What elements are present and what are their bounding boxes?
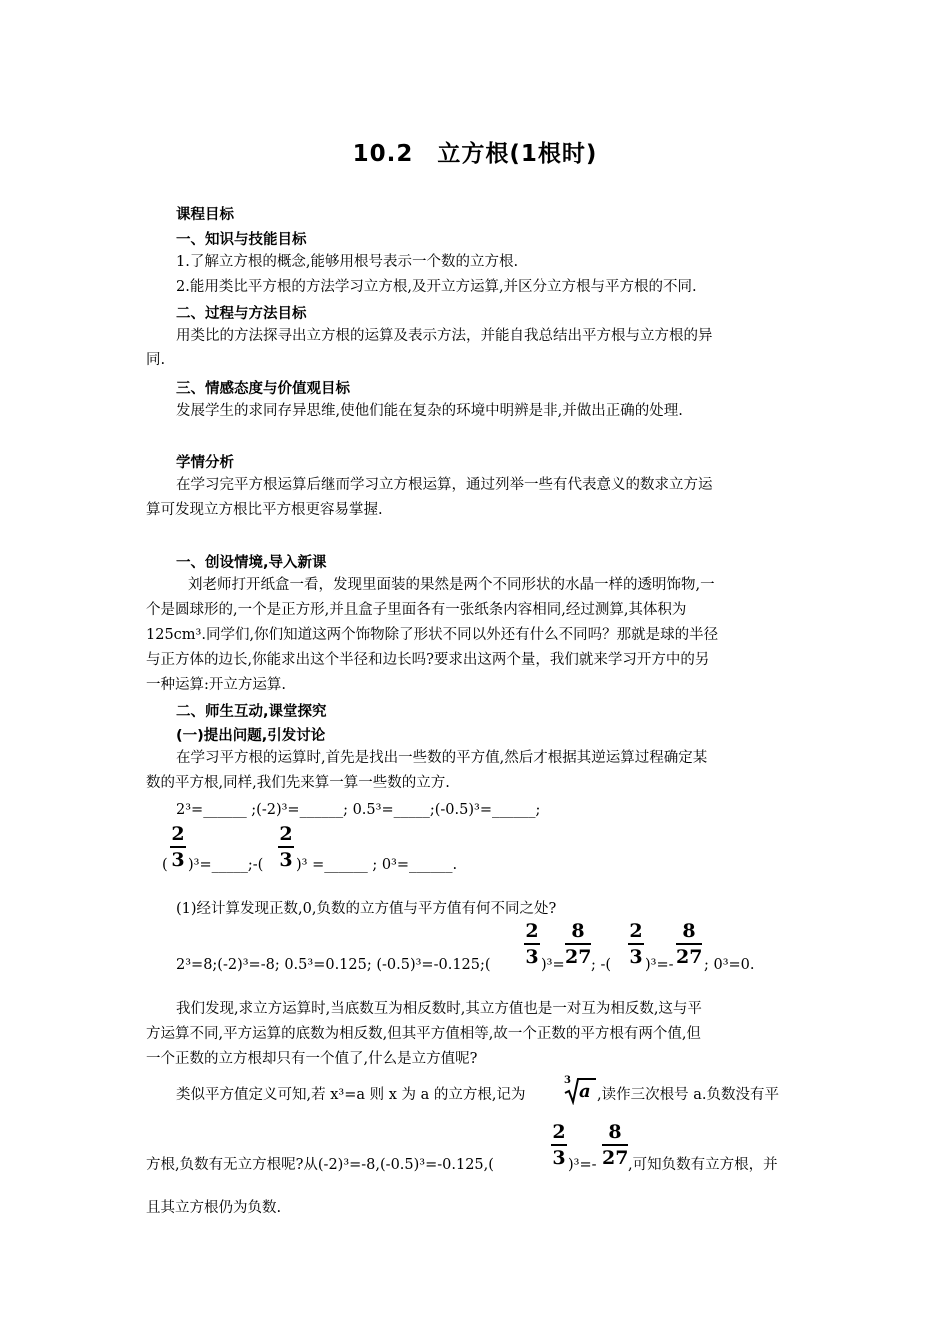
lesson-subheading-questions: (一)提出问题,引发讨论 (176, 728, 326, 744)
discovery-line2: 方运算不同,平方运算的底数为相反数,但其平方值相等,故一个正数的平方根有两个值,但 (146, 1026, 701, 1042)
section-heading-process: 二、过程与方法目标 (176, 306, 307, 322)
fraction-two-thirds: 2 3 (629, 920, 643, 968)
answers-part-e: ; 0³=0. (704, 957, 755, 973)
process-text-line1: 用类比的方法探寻出立方根的运算及表示方法，并能自我总结出平方根与立方根的异 (176, 328, 713, 344)
page-title: 10.2 立方根(1根时) (352, 141, 598, 167)
exercise-line2-end: )³ =______ ; 0³=______. (296, 857, 458, 873)
objective-item-1: 1.了解立方根的概念,能够用根号表示一个数的立方根. (176, 254, 519, 270)
analysis-heading: 学情分析 (176, 455, 234, 471)
negative-root-line2: 且其立方根仍为负数. (146, 1200, 282, 1216)
answers-part-d: )³=- (645, 957, 674, 973)
objective-item-2: 2.能用类比平方根的方法学习立方根,及开立方运算,并区分立方根与平方根的不同. (176, 279, 697, 295)
discovery-line1: 我们发现,求立方运算时,当底数互为相反数时,其立方值也是一对互为相反数,这与平 (176, 1001, 702, 1017)
exercise-open-paren: ( (162, 857, 168, 873)
scenario-line1: 刘老师打开纸盒一看，发现里面装的果然是两个不同形状的水晶一样的透明饰物,一 (188, 577, 715, 593)
cube-root-symbol: 3 a (563, 1075, 597, 1105)
exercise-line2-middle: )³=_____;-( (188, 857, 264, 873)
scenario-line5: 一种运算:开立方运算. (146, 677, 286, 693)
section-heading-attitude: 三、情感态度与价值观目标 (176, 381, 350, 397)
scenario-line4: 与正方体的边长,你能求出这个半径和边长吗?要求出这两个量，我们就来学习开方中的另 (146, 652, 710, 668)
lesson-part1-heading: 一、创设情境,导入新课 (176, 555, 327, 571)
fraction-two-thirds: 2 3 (279, 823, 293, 871)
inquiry-line2: 数的平方根,同样,我们先来算一算一些数的立方. (146, 775, 450, 791)
negative-root-part-c: ,可知负数有立方根，并 (628, 1157, 778, 1173)
fraction-eight-27ths: 8 27 (565, 920, 592, 968)
objectives-heading: 课程目标 (176, 207, 234, 223)
discovery-line3: 一个正数的立方根却只有一个值了,什么是立方值呢? (146, 1051, 478, 1067)
attitude-text: 发展学生的求同存异思维,使他们能在复杂的环境中明辨是非,并做出正确的处理. (176, 403, 683, 419)
answers-part-a: 2³=8;(-2)³=-8; 0.5³=0.125; (-0.5)³=-0.125;( (176, 957, 491, 973)
lesson-part2-heading: 二、师生互动,课堂探究 (176, 704, 327, 720)
fraction-two-thirds: 2 3 (525, 920, 539, 968)
process-text-line2: 同. (146, 352, 166, 368)
definition-part-a: 类似平方值定义可知,若 x³=a 则 x 为 a 的立方根,记为 (176, 1087, 526, 1103)
fraction-two-thirds: 2 3 (552, 1121, 566, 1169)
definition-part-b: ,读作三次根号 a.负数没有平 (597, 1087, 779, 1103)
negative-root-part-a: 方根,负数有无立方根呢?从(-2)³=-8,(-0.5)³=-0.125,( (146, 1157, 494, 1173)
analysis-line2: 算可发现立方根比平方根更容易掌握. (146, 502, 383, 518)
negative-root-part-b: )³=- (568, 1157, 597, 1173)
answers-part-b: )³= (541, 957, 565, 973)
analysis-line1: 在学习完平方根运算后继而学习立方根运算，通过列举一些有代表意义的数求立方运 (176, 477, 713, 493)
scenario-line2: 个是圆球形的,一个是正方形,并且盒子里面各有一张纸条内容相同,经过测算,其体积为 (146, 602, 687, 618)
answers-part-c: ; -( (591, 957, 612, 973)
scenario-line3: 125cm³.同学们,你们知道这两个饰物除了形状不同以外还有什么不同吗？那就是球的半径 (146, 627, 719, 643)
inquiry-line1: 在学习平方根的运算时,首先是找出一些数的平方值,然后才根据其逆运算过程确定某 (176, 750, 708, 766)
exercise-line1: 2³=______ ;(-2)³=______; 0.5³=_____;(-0.5)³=______; (176, 802, 541, 818)
fraction-eight-27ths: 8 27 (676, 920, 703, 968)
question-1: (1)经计算发现正数,0,负数的立方值与平方值有何不同之处? (176, 901, 557, 917)
section-heading-knowledge: 一、知识与技能目标 (176, 232, 307, 248)
fraction-two-thirds: 2 3 (171, 823, 185, 871)
fraction-eight-27ths: 8 27 (602, 1121, 629, 1169)
